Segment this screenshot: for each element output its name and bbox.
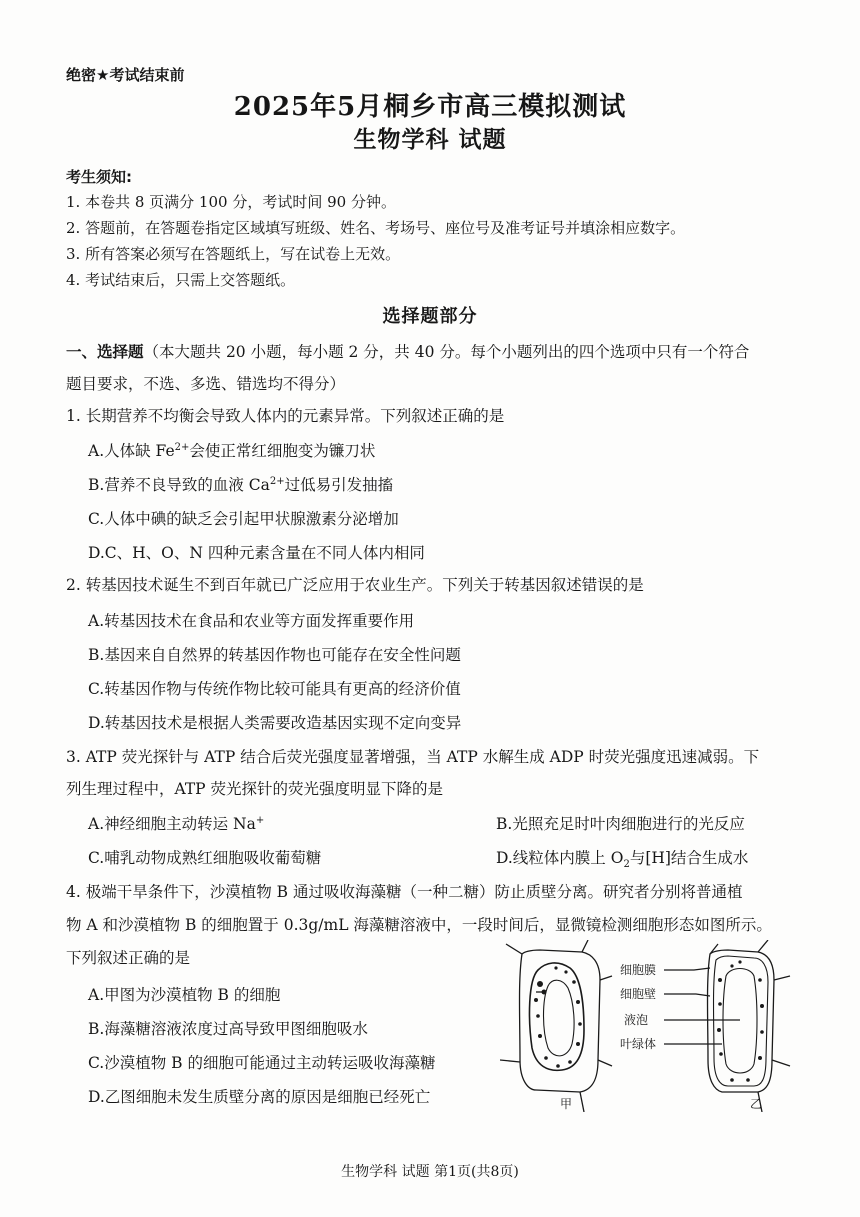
notice-item: 1. 本卷共 8 页满分 100 分，考试时间 90 分钟。 [66, 193, 396, 211]
q4-option-c: C.沙漠植物 B 的细胞可能通过主动转运吸收海藻糖 [88, 1054, 436, 1072]
part-desc-line1: （本大题共 20 小题，每小题 2 分，共 40 分。每个小题列出的四个选项中只有一个符合 [143, 343, 750, 361]
q1-option-c: C.人体中碘的缺乏会引起甲状腺激素分泌增加 [88, 510, 399, 528]
part-label: 一、选择题 [66, 342, 144, 361]
confidential-mark: 绝密★考试结束前 [66, 66, 185, 84]
q1-option-a: A.人体缺 $Fe^{2+}$会使正常红细胞变为镰刀状 [88, 441, 376, 460]
figure-label-vacuole: 液泡 [624, 1013, 649, 1027]
section-title: 选择题部分 [382, 306, 478, 327]
question-3-stem-line1: 3. ATP 荧光探针与 ATP 结合后荧光强度显著增强，当 ATP 水解生成 ADP 时荧光强度迅速减弱。下 [66, 748, 760, 766]
plant-cell-figure [500, 940, 800, 1112]
q3-option-a: A.神经细胞主动转运 Na+ [88, 814, 265, 833]
q3-option-d: D.线粒体内膜上 $O_2$与[H]结合生成水 [496, 849, 749, 871]
question-4-stem-line3: 下列叙述正确的是 [66, 949, 191, 967]
figure-label-wall: 细胞壁 [620, 987, 657, 1001]
notice-heading: 考生须知: [66, 168, 132, 186]
q3-option-b: B.光照充足时叶肉细胞进行的光反应 [496, 815, 745, 833]
q4-option-b: B.海藻糖溶液浓度过高导致甲图细胞吸水 [88, 1020, 368, 1038]
exam-title: 2025年5月桐乡市高三模拟测试 [233, 92, 627, 122]
figure-caption-jia: 甲 [560, 1097, 573, 1111]
notice-item: 3. 所有答案必须写在答题纸上，写在试卷上无效。 [66, 245, 401, 263]
question-2-stem: 2. 转基因技术诞生不到百年就已广泛应用于农业生产。下列关于转基因叙述错误的是 [66, 576, 644, 594]
question-4-stem-line1: 4. 极端干旱条件下，沙漠植物 B 通过吸收海藻糖（一种二糖）防止质壁分离。研究者分别将普通植 [66, 883, 743, 901]
q1-option-b: B.营养不良导致的血液 $Ca^{2+}$过低易引发抽搐 [88, 475, 394, 494]
q2-option-b: B.基因来自自然界的转基因作物也可能存在安全性问题 [88, 646, 461, 664]
q4-option-d: D.乙图细胞未发生质壁分离的原因是细胞已经死亡 [88, 1088, 431, 1106]
page-footer: 生物学科 试题 第1页(共8页) [341, 1164, 519, 1180]
q2-option-a: A.转基因技术在食品和农业等方面发挥重要作用 [88, 612, 415, 630]
figure-caption-yi: 乙 [750, 1097, 763, 1111]
part-desc-line2: 题目要求，不选、多选、错选均不得分） [66, 375, 346, 393]
q2-option-c: C.转基因作物与传统作物比较可能具有更高的经济价值 [88, 680, 461, 698]
notice-item: 2. 答题前，在答题卷指定区域填写班级、姓名、考场号、座位号及准考证号并填涂相应数字。 [66, 219, 686, 237]
question-4-stem-line2: 物 A 和沙漠植物 B 的细胞置于 0.3g/mL 海藻糖溶液中，一段时间后，显微镜检测细胞形态如图所示。 [66, 916, 772, 934]
figure-label-chloroplast: 叶绿体 [620, 1037, 657, 1051]
figure-label-membrane: 细胞膜 [620, 963, 657, 977]
q1-option-d: D.C、H、O、N 四种元素含量在不同人体内相同 [88, 544, 425, 562]
q3-option-c: C.哺乳动物成熟红细胞吸收葡萄糖 [88, 849, 322, 867]
notice-item: 4. 考试结束后，只需上交答题纸。 [66, 271, 296, 289]
exam-subtitle: 生物学科 试题 [353, 126, 507, 153]
q4-option-a: A.甲图为沙漠植物 B 的细胞 [88, 986, 281, 1004]
question-1-stem: 1. 长期营养不均衡会导致人体内的元素异常。下列叙述正确的是 [66, 407, 505, 425]
question-3-stem-line2: 列生理过程中，ATP 荧光探针的荧光强度明显下降的是 [66, 780, 444, 798]
part-description [66, 340, 749, 362]
q2-option-d: D.转基因技术是根据人类需要改造基因实现不定向变异 [88, 714, 462, 732]
